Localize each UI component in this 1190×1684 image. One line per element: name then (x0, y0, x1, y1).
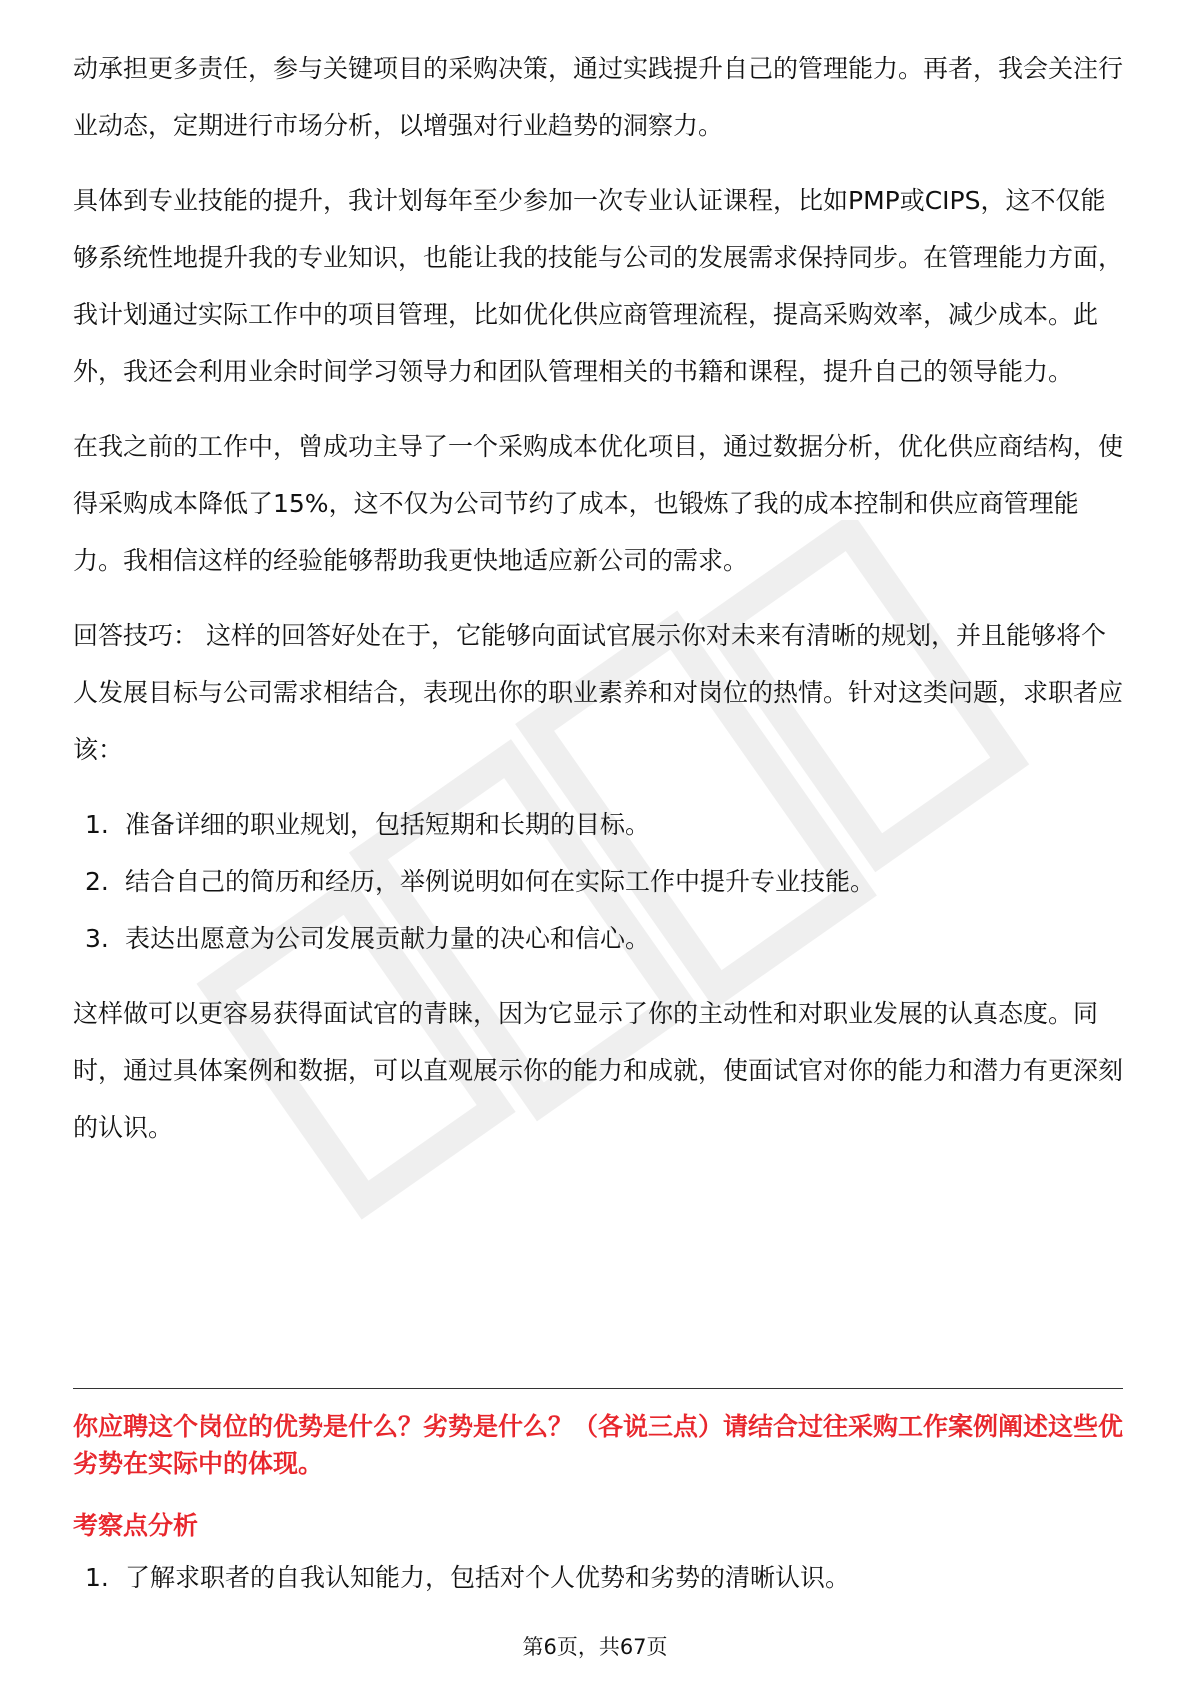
list-item-text: 结合自己的简历和经历，举例说明如何在实际工作中提升专业技能。 (125, 867, 876, 896)
paragraph-career-responsibility: 动承担更多责任，参与关键项目的采购决策，通过实践提升自己的管理能力。再者，我会关注行业动态，定期进行市场分析，以增强对行业趋势的洞察力。 (73, 54, 1124, 140)
list-number: 2. (85, 867, 109, 896)
list-number: 3. (85, 924, 109, 953)
paragraph-answer-tips: 回答技巧： 这样的回答好处在于，它能够向面试官展示你对未来有清晰的规划，并且能够将个人发展目标与公司需求相结合，表现出你的职业素养和对岗位的热情。针对这类问题，求职者应该： (73, 621, 1124, 764)
next-question-heading: 你应聘这个岗位的优势是什么？劣势是什么？（各说三点）请结合过往采购工作案例阐述这些优劣势在实际中的体现。 (73, 1412, 1124, 1478)
paragraph-past-experience: 在我之前的工作中，曾成功主导了一个采购成本优化项目，通过数据分析，优化供应商结构，使得采购成本降低了15%，这不仅为公司节约了成本，也锻炼了我的成本控制和供应商管理能力。我相信这样的经验能够帮助我更快地适应新公司的需求。 (73, 432, 1124, 575)
list-number: 1. (85, 810, 109, 839)
analysis-heading: 考察点分析 (73, 1511, 199, 1540)
list-item (73, 910, 1123, 967)
document-body (73, 40, 1123, 1174)
list-item (73, 1558, 1123, 1598)
list-item-text: 准备详细的职业规划，包括短期和长期的目标。 (125, 810, 651, 839)
list-number: 1. (85, 1563, 109, 1592)
list-item (73, 796, 1123, 853)
list-item (73, 853, 1123, 910)
paragraph-closing: 这样做可以更容易获得面试官的青睐，因为它显示了你的主动性和对职业发展的认真态度。同时，通过具体案例和数据，可以直观展示你的能力和成就，使面试官对你的能力和潜力有更深刻的认识。 (73, 999, 1124, 1142)
list-item-text: 表达出愿意为公司发展贡献力量的决心和信心。 (125, 924, 651, 953)
tips-list (73, 796, 1123, 967)
paragraph-skill-improvement: 具体到专业技能的提升，我计划每年至少参加一次专业认证课程，比如PMP或CIPS，这不仅能够系统性地提升我的专业知识，也能让我的技能与公司的发展需求保持同步。在管理能力方面，我计划通过实际工作中的项目管理，比如优化供应商管理流程，提高采购效率，减少成本。此外，我还会利用业余时间学习领导力和团队管理相关的书籍和课程，提升自己的领导能力。 (73, 186, 1124, 386)
list-item-text: 了解求职者的自我认知能力，包括对个人优势和劣势的清晰认识。 (125, 1563, 851, 1592)
section-divider (73, 1388, 1123, 1389)
analysis-list (73, 1558, 1123, 1598)
page-footer: 第6页，共67页 (522, 1635, 668, 1659)
